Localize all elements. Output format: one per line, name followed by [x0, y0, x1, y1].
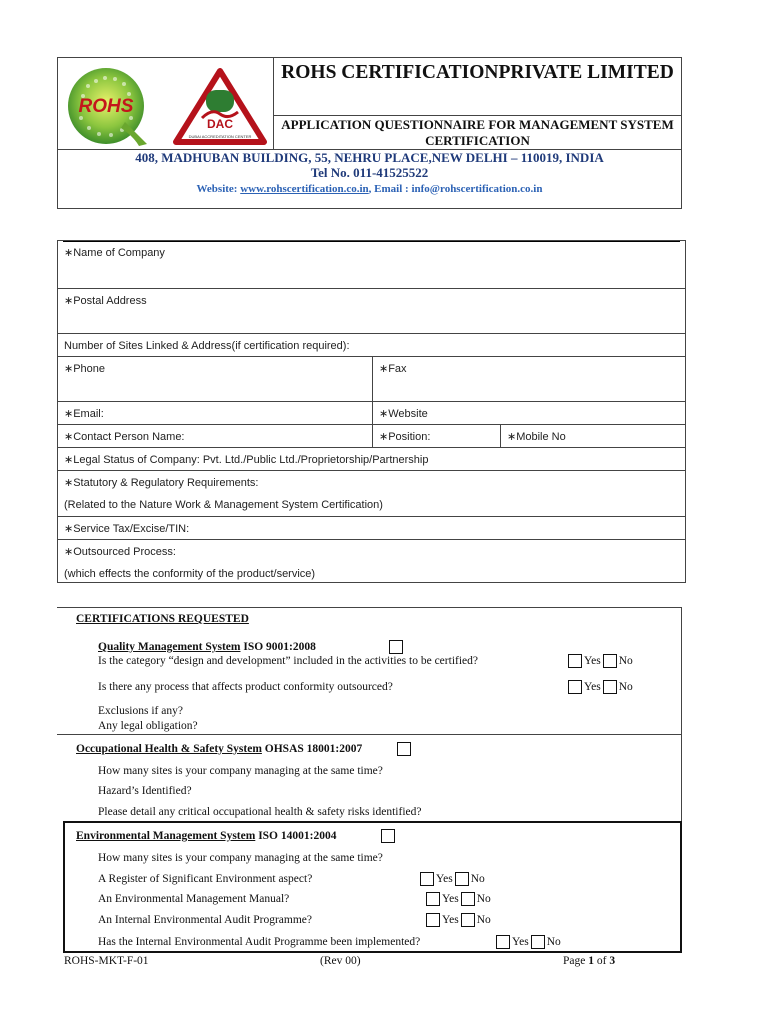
- ems-standard: ISO 14001:2004: [255, 830, 337, 842]
- certifications-heading: CERTIFICATIONS REQUESTED: [76, 613, 249, 625]
- ems-heading: [76, 830, 336, 843]
- contact-line: [58, 181, 681, 197]
- document-subtitle: APPLICATION QUESTIONNAIRE FOR MANAGEMENT SYSTEM CERTIFICATION: [281, 117, 674, 148]
- website-label: Website:: [196, 183, 241, 195]
- ems-q1: How many sites is your company managing at the same time?: [98, 852, 383, 864]
- dac-logo-text: DAC: [207, 117, 233, 131]
- page-total: 3: [609, 955, 616, 967]
- ems-q2: A Register of Significant Environment aspect?: [98, 873, 313, 885]
- ems-checkbox[interactable]: [381, 829, 395, 843]
- qms-q2-no-checkbox[interactable]: [603, 680, 617, 694]
- ems-q3-no-checkbox[interactable]: [461, 892, 475, 906]
- qms-q1-yes-no: [568, 654, 633, 668]
- no-label: No: [476, 914, 491, 926]
- page-label: Page: [563, 955, 589, 967]
- row-outsourced: [58, 540, 685, 584]
- name-of-company-field[interactable]: ∗Name of Company: [64, 247, 165, 259]
- yes-label: Yes: [584, 655, 601, 667]
- page-of: of: [593, 955, 610, 967]
- address-cell: [58, 150, 681, 208]
- website-link[interactable]: www.rohscertification.co.in: [240, 183, 369, 195]
- ohs-heading: [76, 743, 362, 756]
- ems-q4-yes-no: [426, 913, 491, 927]
- row-phone-fax: [58, 357, 685, 402]
- page-current: 1: [588, 955, 594, 967]
- mobile-field[interactable]: ∗Mobile No: [500, 425, 685, 447]
- phone-field[interactable]: ∗Phone: [64, 363, 106, 375]
- position-field[interactable]: ∗Position:: [372, 425, 500, 447]
- ohs-checkbox[interactable]: [397, 742, 411, 756]
- outsourced-field[interactable]: [58, 540, 685, 584]
- email-address[interactable]: info@rohscertification.co.in: [411, 183, 543, 195]
- ems-q4-yes-checkbox[interactable]: [426, 913, 440, 927]
- ems-title: Environmental Management System: [76, 830, 256, 842]
- company-phone: Tel No. 011-41525522: [310, 165, 429, 180]
- statutory-field[interactable]: [58, 471, 685, 516]
- no-label: No: [618, 681, 633, 693]
- qms-standard: ISO 9001:2008: [240, 641, 316, 653]
- email-label: , Email :: [368, 183, 412, 195]
- footer-doc-id: ROHS-MKT-F-01: [64, 955, 149, 967]
- no-label: No: [476, 893, 491, 905]
- ohs-title: Occupational Health & Safety System: [76, 743, 262, 755]
- ems-q3-yes-checkbox[interactable]: [426, 892, 440, 906]
- qms-heading: [98, 641, 316, 654]
- qms-q2-yes-no: [568, 680, 633, 694]
- ems-q5-no-checkbox[interactable]: [531, 935, 545, 949]
- yes-label: Yes: [584, 681, 601, 693]
- ems-q3-yes-no: [426, 892, 491, 906]
- company-details-table: [57, 240, 686, 583]
- statutory-label: ∗Statutory & Regulatory Requirements:: [64, 477, 259, 489]
- service-tax-field[interactable]: ∗Service Tax/Excise/TIN:: [64, 523, 190, 535]
- ohs-standard: OHSAS 18001:2007: [261, 743, 363, 755]
- company-name: ROHS CERTIFICATIONPRIVATE LIMITED: [281, 62, 674, 83]
- qms-q4: Any legal obligation?: [98, 720, 198, 732]
- ems-q5-yes-checkbox[interactable]: [496, 935, 510, 949]
- qms-q1-no-checkbox[interactable]: [603, 654, 617, 668]
- email-field[interactable]: ∗Email:: [64, 408, 104, 420]
- no-label: No: [470, 873, 485, 885]
- document-header: [57, 57, 682, 209]
- qms-q2: Is there any process that affects product conformity outsourced?: [98, 681, 393, 693]
- rohs-logo: [63, 66, 155, 148]
- row-sites-linked: [58, 334, 685, 357]
- yes-label: Yes: [442, 914, 459, 926]
- ems-q5-yes-no: [496, 935, 561, 949]
- ohs-q3: Please detail any critical occupational health & safety risks identified?: [98, 806, 422, 818]
- ems-q4: An Internal Environmental Audit Programme?: [98, 914, 312, 926]
- row-contact: [58, 425, 685, 448]
- subtitle-cell: [274, 116, 681, 150]
- postal-address-field[interactable]: ∗Postal Address: [64, 295, 147, 307]
- row-name-of-company: [58, 241, 685, 289]
- ohs-q1: How many sites is your company managing at the same time?: [98, 765, 383, 777]
- qms-q3: Exclusions if any?: [98, 705, 183, 717]
- ems-q4-no-checkbox[interactable]: [461, 913, 475, 927]
- logo-cell: [58, 58, 274, 150]
- yes-label: Yes: [442, 893, 459, 905]
- qms-q1-yes-checkbox[interactable]: [568, 654, 582, 668]
- footer-revision: (Rev 00): [320, 955, 361, 967]
- dac-logo: [172, 68, 268, 146]
- ems-q3: An Environmental Management Manual?: [98, 893, 290, 905]
- sites-linked-field[interactable]: Number of Sites Linked & Address(if certification required):: [64, 340, 350, 352]
- ems-q2-yes-no: [420, 872, 485, 886]
- footer-page-number: [563, 954, 615, 968]
- title-cell: [274, 58, 681, 116]
- dac-logo-caption: DUBAI ACCREDITATION CENTER: [188, 134, 252, 139]
- yes-label: Yes: [512, 936, 529, 948]
- qms-q2-yes-checkbox[interactable]: [568, 680, 582, 694]
- website-field[interactable]: ∗Website: [372, 402, 685, 424]
- row-service-tax: [58, 517, 685, 540]
- ems-q2-no-checkbox[interactable]: [455, 872, 469, 886]
- outsourced-label: ∗Outsourced Process:: [64, 546, 176, 558]
- legal-status-field[interactable]: ∗Legal Status of Company: Pvt. Ltd./Public Ltd./Proprietorship/Partnership: [64, 454, 429, 466]
- row-postal-address: [58, 289, 685, 334]
- no-label: No: [618, 655, 633, 667]
- contact-person-field[interactable]: ∗Contact Person Name:: [64, 431, 185, 443]
- row-email-website: [58, 402, 685, 425]
- outsourced-note: (which effects the conformity of the product/service): [64, 568, 316, 580]
- rohs-logo-text: ROHS: [78, 96, 134, 117]
- row-statutory: [58, 471, 685, 517]
- ohs-q2: Hazard’s Identified?: [98, 785, 192, 797]
- row-legal-status: [58, 448, 685, 471]
- fax-field[interactable]: ∗Fax: [372, 357, 685, 401]
- no-label: No: [546, 936, 561, 948]
- yes-label: Yes: [436, 873, 453, 885]
- company-address: 408, MADHUBAN BUILDING, 55, NEHRU PLACE,NEW DELHI – 110019, INDIA: [135, 150, 604, 165]
- qms-title: Quality Management System: [98, 641, 241, 653]
- ems-q2-yes-checkbox[interactable]: [420, 872, 434, 886]
- ems-q5: Has the Internal Environmental Audit Programme been implemented?: [98, 936, 421, 948]
- qms-checkbox[interactable]: [389, 640, 403, 654]
- statutory-note: (Related to the Nature Work & Management System Certification): [64, 499, 383, 511]
- qms-q1: Is the category “design and development” included in the activities to be certified?: [98, 655, 478, 667]
